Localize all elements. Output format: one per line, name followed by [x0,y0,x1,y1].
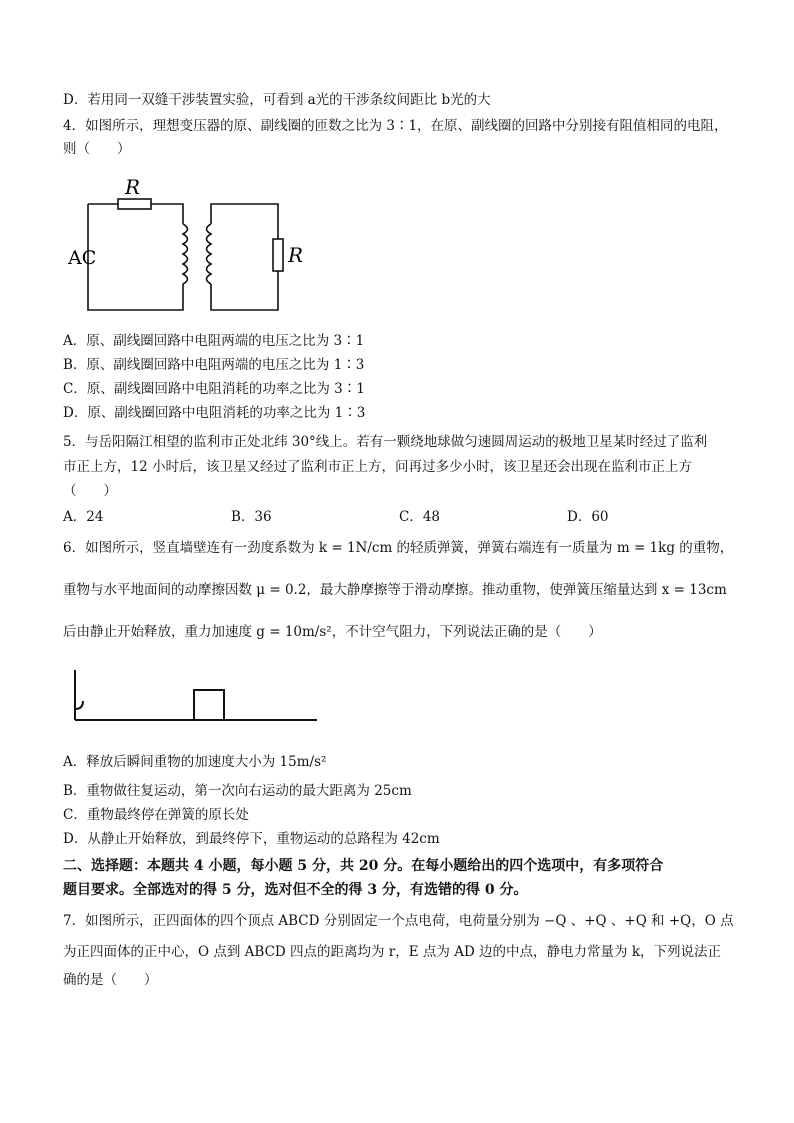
section2-heading-line2: 题目要求。全部选对的得 5 分，选对但不全的得 3 分，有选错的得 0 分。 [63,882,528,898]
secondary-resistor [273,239,283,271]
q5-option-b: B．36 [231,509,272,525]
q4-stem-line1: 4．如图所示，理想变压器的原、副线圈的匝数之比为 3∶1，在原、副线圈的回路中分别接有阻值相同的电阻， [63,118,728,134]
q6-option-d: D．从静止开始释放，到最终停下，重物运动的总路程为 42cm [63,831,440,847]
q6-stem-line1: 6．如图所示，竖直墙壁连有一劲度系数为 k = 1N/cm 的轻质弹簧，弹簧右端连有一质量为 m = 1kg 的重物， [63,540,734,556]
q7-stem-line1: 7．如图所示，正四面体的四个顶点 ABCD 分别固定一个点电荷，电荷量分别为 −Q 、+Q 、+Q 和 +Q，O 点 [63,913,734,929]
q6-option-b: B．重物做往复运动，第一次向右运动的最大距离为 25cm [63,783,412,799]
primary-resistor [118,199,151,209]
spring-end [75,701,83,709]
transformer-circuit-figure [63,172,323,317]
q6-option-c: C．重物最终停在弹簧的原长处 [63,807,249,823]
q5-stem-line2: 市正上方，12 小时后，该卫星又经过了监利市正上方，问再过多少小时，该卫星还会出现在监利市正上方 [63,459,692,475]
q7-stem-line2: 为正四面体的正中心，O 点到 ABCD 四点的距离均为 r，E 点为 AD 边的中点，静电力常量为 k，下列说法正 [63,944,722,960]
q4-option-b: B．原、副线圈回路中电阻两端的电压之比为 1∶3 [63,357,365,373]
q4-stem-line2: 则（ ） [63,141,131,157]
spring-block-figure [63,665,323,725]
q5-option-a: A．24 [63,509,104,525]
q5-option-d: D．60 [567,509,609,525]
q4-option-d: D．原、副线圈回路中电阻消耗的功率之比为 1∶3 [63,405,366,421]
block [194,690,224,720]
q3-option-d: D．若用同一双缝干涉装置实验，可看到 a光的干涉条纹间距比 b光的大 [63,92,491,108]
secondary-coil [207,224,212,284]
q6-stem-line2: 重物与水平地面间的动摩擦因数 μ = 0.2，最大静摩擦等于滑动摩擦。推动重物，使弹簧压缩量达到 x = 13cm [63,582,727,598]
secondary-resistor-label: R [288,243,304,267]
q7-stem-line3: 确的是（ ） [63,972,158,988]
q4-option-a: A．原、副线圈回路中电阻两端的电压之比为 3∶1 [63,333,365,349]
primary-coil [183,224,188,284]
ac-source-label: AC [68,247,97,269]
q5-stem-line1: 5．与岳阳隔江相望的监利市正处北纬 30°线上。若有一颗绕地球做匀速圆周运动的极地卫星某时经过了监利 [63,434,708,450]
q4-option-c: C．原、副线圈回路中电阻消耗的功率之比为 3∶1 [63,381,365,397]
q6-stem-line3: 后由静止开始释放，重力加速度 g = 10m/s²，不计空气阻力，下列说法正确的是（ ） [63,624,602,640]
primary-resistor-label: R [125,175,141,199]
q6-option-a: A．释放后瞬间重物的加速度大小为 15m/s² [63,754,327,770]
q5-stem-line3: （ ） [63,483,117,499]
q5-option-c: C．48 [399,509,441,525]
section2-heading-line1: 二、选择题：本题共 4 小题，每小题 5 分，共 20 分。在每小题给出的四个选项中，有多项符合 [63,858,664,874]
